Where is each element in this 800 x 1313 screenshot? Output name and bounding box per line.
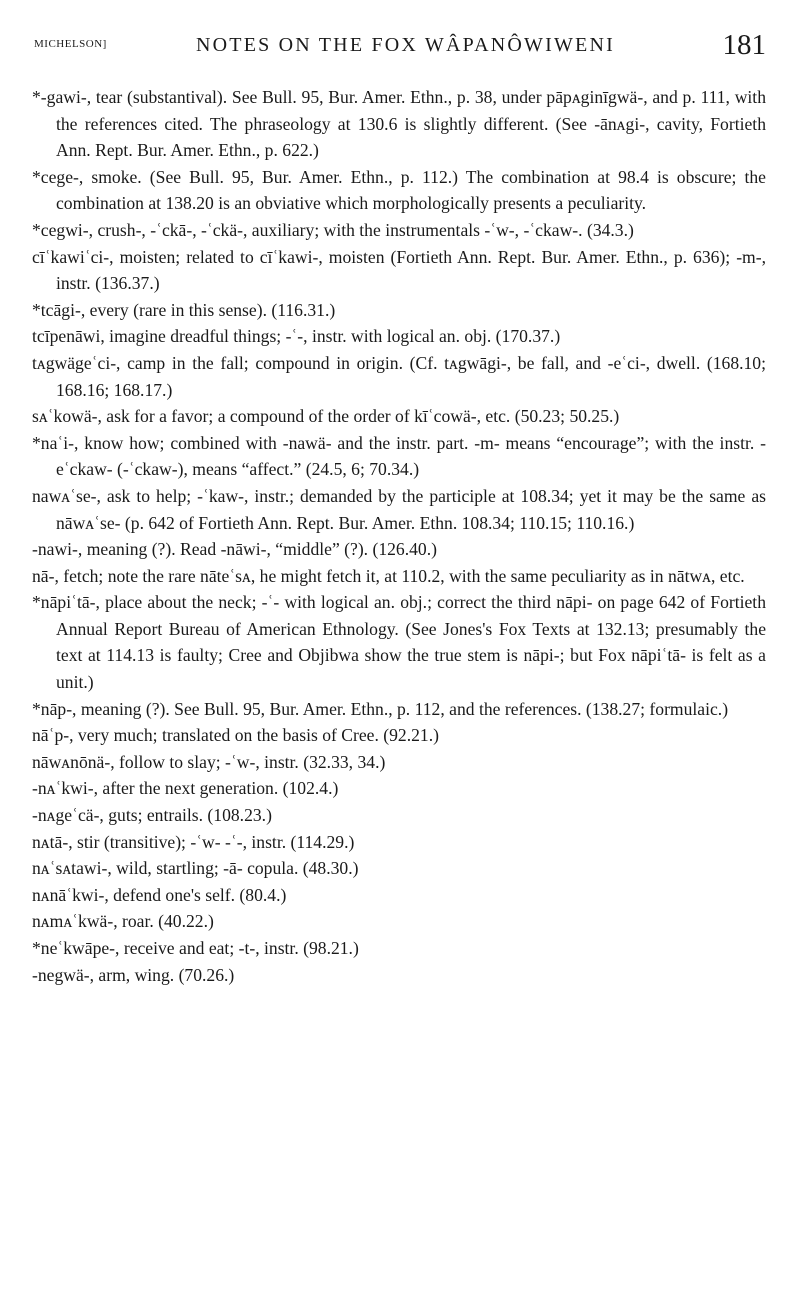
glossary-entry: nā-, fetch; note the rare nāteʿsᴀ, he might fetch it, at 110.2, with the same peculiarity as in nātwᴀ, etc. bbox=[32, 565, 745, 586]
glossary-entry: nᴀʿsᴀtawi-, wild, startling; -ā- copula. (48.30.) bbox=[32, 858, 359, 879]
glossary-entry: *nāp-, meaning (?). See Bull. 95, Bur. Amer. Ethn., p. 112, and the references. (138.27; formulaic.) bbox=[32, 698, 729, 719]
glossary-entry: tᴀgwägeʿci-, camp in the fall; compound in origin. (Cf. tᴀgwāgi-, be fall, and -eʿci-, dwell. (168.10; 168.16; 168.17.) bbox=[32, 352, 766, 400]
glossary-entry: *naʿi-, know how; combined with -nawä- and the instr. part. -m- means “encourage”; with the instr. -eʿckaw- (-ʿckaw-), means “affect.” (24.5, 6; 70.34.) bbox=[32, 432, 766, 480]
glossary-entry: *-gawi-, tear (substantival). See Bull. 95, Bur. Amer. Ethn., p. 38, under pāpᴀginīgwä-, and p. 111, with the references cited. The phraseology at 130.6 is slightly different. (See -ānᴀgi-, cavity, Fortieth Ann. Rept. Bur. Amer. Ethn., p. 622.) bbox=[32, 87, 766, 161]
glossary-entry: tcīpenāwi, imagine dreadful things; -ʿ-, instr. with logical an. obj. (170.37.) bbox=[32, 326, 561, 347]
glossary-entry: sᴀʿkowä-, ask for a favor; a compound of the order of kīʿcowä-, etc. (50.23; 50.25.) bbox=[32, 406, 620, 427]
glossary-entry: *tcāgi-, every (rare in this sense). (116.31.) bbox=[32, 299, 336, 320]
running-header bbox=[34, 8, 766, 62]
glossary-entry: -nᴀgeʿcä-, guts; entrails. (108.23.) bbox=[32, 805, 272, 826]
glossary-entry: nᴀtā-, stir (transitive); -ʿw- -ʿ-, instr. (114.29.) bbox=[32, 831, 355, 852]
header-author: MICHELSON] bbox=[34, 38, 107, 50]
glossary-entry: *nāpiʿtā-, place about the neck; -ʿ- with logical an. obj.; correct the third nāpi- on page 642 of Fortieth Annual Report Bureau of American Ethnology. (See Jones's Fox Texts at 132.13; presumably the text at 114.13 is faulty; Cree and Objibwa show the true stem is nāpi-; but Fox nāpiʿtā- is felt as a unit.) bbox=[32, 592, 766, 693]
glossary-entry: nāwᴀnōnä-, follow to slay; -ʿw-, instr. (32.33, 34.) bbox=[32, 751, 386, 772]
header-title: NOTES ON THE FOX WÂPANÔWIWENI bbox=[196, 34, 615, 56]
glossary-entry: nāʿp-, very much; translated on the basis of Cree. (92.21.) bbox=[32, 725, 439, 746]
glossary-entry: nawᴀʿse-, ask to help; -ʿkaw-, instr.; demanded by the participle at 108.34; yet it may be the same as nāwᴀʿse- (p. 642 of Fortieth Ann. Rept. Bur. Amer. Ethn. 108.34; 110.15; 110.16.) bbox=[32, 485, 766, 533]
glossary-entry: -negwä-, arm, wing. (70.26.) bbox=[32, 964, 235, 985]
glossary-entry: *cegwi-, crush-, -ʿckā-, -ʿckä-, auxiliary; with the instrumentals -ʿw-, -ʿckaw-. (34.3.) bbox=[32, 219, 634, 240]
page-number: 181 bbox=[722, 29, 766, 61]
glossary-entry: nᴀmᴀʿkwä-, roar. (40.22.) bbox=[32, 911, 214, 932]
glossary-entry: -nawi-, meaning (?). Read -nāwi-, “middle” (?). (126.40.) bbox=[32, 539, 437, 560]
glossary-entry: cīʿkawiʿci-, moisten; related to cīʿkawi-, moisten (Fortieth Ann. Rept. Bur. Amer. Ethn., p. 636); -m-, instr. (136.37.) bbox=[32, 246, 766, 294]
glossary-entries bbox=[32, 84, 766, 988]
glossary-entry: *cege-, smoke. (See Bull. 95, Bur. Amer. Ethn., p. 112.) The combination at 98.4 is obscure; the combination at 138.20 is an obviative which morphologically presents a peculiarity. bbox=[32, 166, 766, 214]
glossary-entry: -nᴀʿkwi-, after the next generation. (102.4.) bbox=[32, 778, 339, 799]
glossary-entry: *neʿkwāpe-, receive and eat; -t-, instr. (98.21.) bbox=[32, 938, 359, 958]
glossary-entry: nᴀnāʿkwi-, defend one's self. (80.4.) bbox=[32, 884, 287, 905]
